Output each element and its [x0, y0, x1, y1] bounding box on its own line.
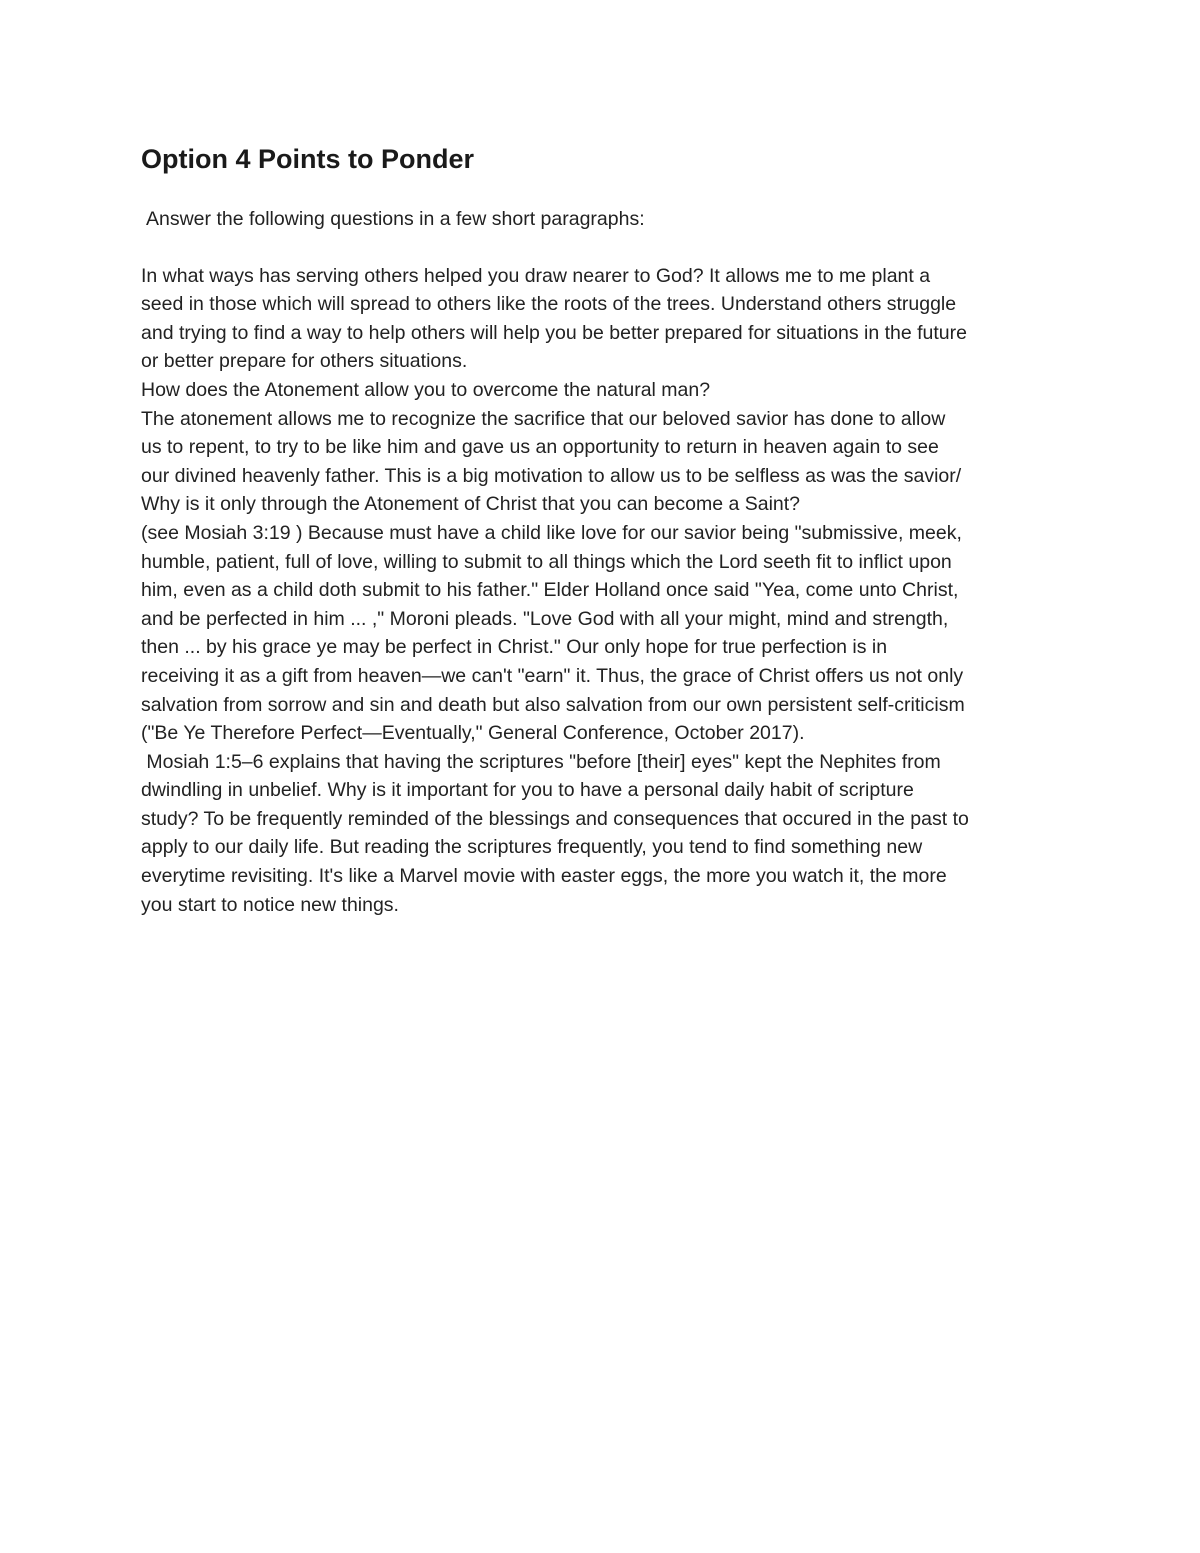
text-line: The atonement allows me to recognize the sacrifice that our beloved savior has done to allow [141, 407, 946, 430]
text-line: our divined heavenly father. This is a big motivation to allow us to be selfless as was the savior/ [141, 464, 962, 487]
text-line: seed in those which will spread to others like the roots of the trees. Understand others struggle [141, 293, 957, 316]
text-line: study? To be frequently reminded of the blessings and consequences that occured in the past to [141, 807, 969, 830]
text-line: and be perfected in him ... ," Moroni pleads. "Love God with all your might, mind and strength, [141, 607, 949, 630]
text-line: or better prepare for others situations. [141, 350, 468, 373]
question-line: Why is it only through the Atonement of Christ that you can become a Saint? [141, 493, 801, 516]
text-line: dwindling in unbelief. Why is it important for you to have a personal daily habit of scripture [141, 779, 914, 802]
text-line: and trying to find a way to help others will help you be better prepared for situations in the future [141, 321, 967, 344]
text-line: apply to our daily life. But reading the scriptures frequently, you tend to find something new [141, 836, 923, 859]
text-line: salvation from sorrow and sin and death but also salvation from our own persistent self-criticism [141, 693, 965, 716]
text-line: (see Mosiah 3:19 ) Because must have a child like love for our savior being "submissive, meek, [141, 521, 962, 544]
document-title: Option 4 Points to Ponder [141, 144, 474, 174]
instruction-text: Answer the following questions in a few short paragraphs: [146, 208, 645, 230]
text-line: Mosiah 1:5–6 explains that having the scriptures "before [their] eyes" kept the Nephites from [141, 750, 941, 773]
question-line: How does the Atonement allow you to overcome the natural man? [141, 378, 711, 401]
answer-body [141, 262, 1066, 920]
text-line: receiving it as a gift from heaven—we can't "earn" it. Thus, the grace of Christ offers us not only [141, 664, 964, 687]
text-line: us to repent, to try to be like him and gave us an opportunity to return in heaven again to see [141, 436, 939, 459]
text-line: you start to notice new things. [141, 893, 399, 916]
text-line: In what ways has serving others helped you draw nearer to God? It allows me to me plant a [141, 264, 931, 287]
text-line: ("Be Ye Therefore Perfect—Eventually," General Conference, October 2017). [141, 722, 805, 745]
document-content [141, 141, 1066, 919]
text-line: then ... by his grace ye may be perfect in Christ." Our only hope for true perfection is in [141, 636, 888, 659]
text-line: everytime revisiting. It's like a Marvel movie with easter eggs, the more you watch it, the more [141, 865, 947, 888]
text-line: him, even as a child doth submit to his father." Elder Holland once said "Yea, come unto Christ, [141, 579, 959, 602]
text-line: humble, patient, full of love, willing to submit to all things which the Lord seeth fit to inflict upon [141, 550, 952, 573]
